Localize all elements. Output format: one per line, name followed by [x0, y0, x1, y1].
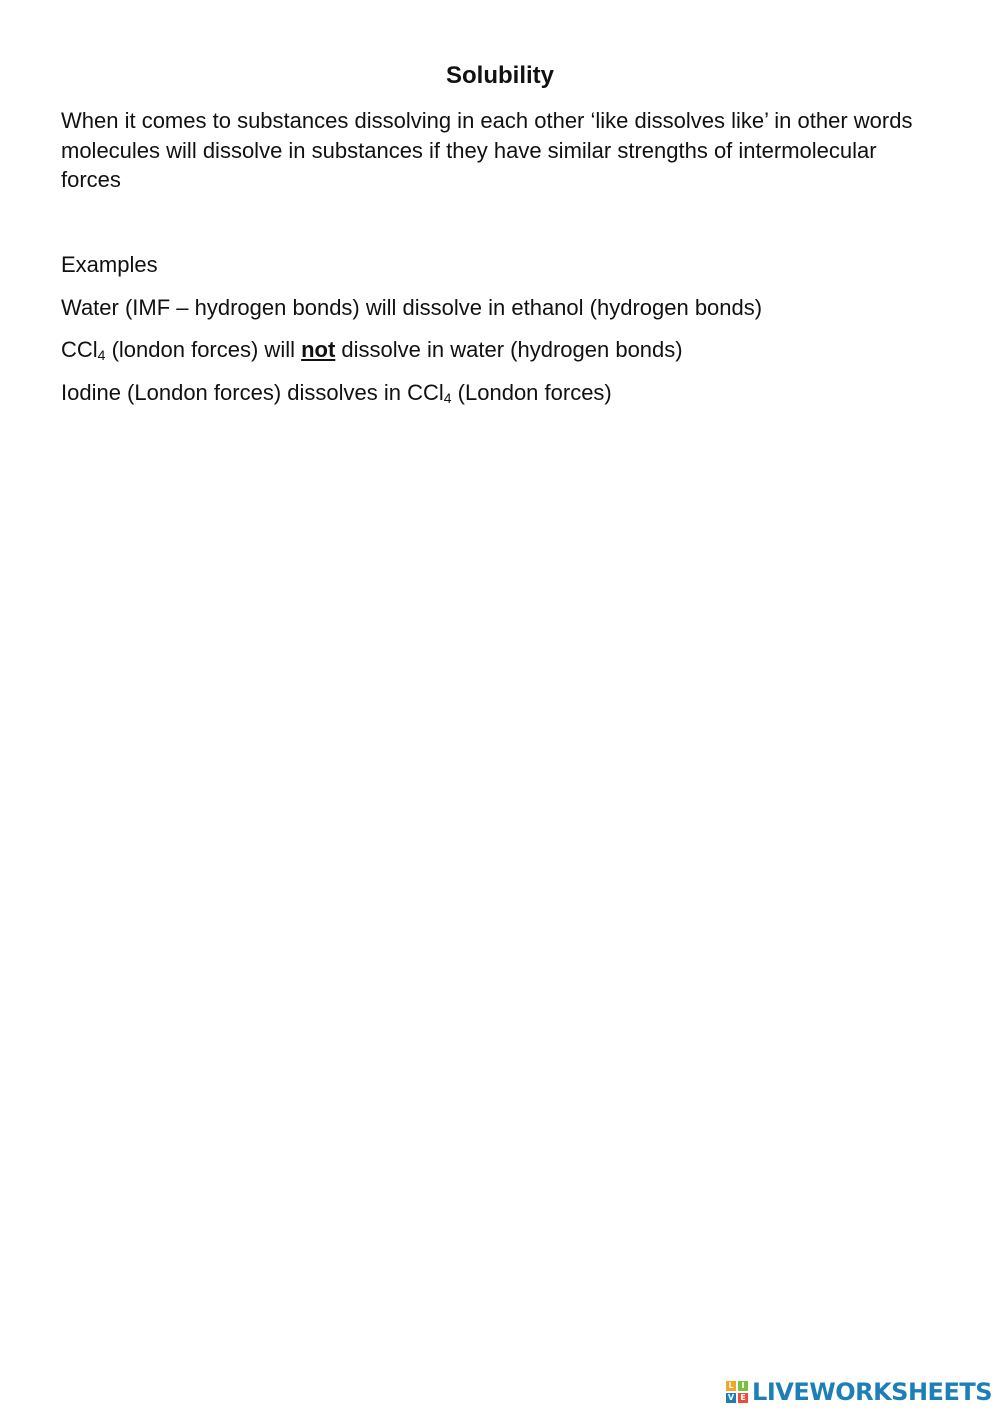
live-logo-mark [726, 1381, 748, 1403]
page-title: Solubility [446, 62, 554, 89]
liveworksheets-logo [726, 1377, 992, 1407]
example-ccl4-line [61, 336, 683, 364]
example-iodine-line [61, 379, 612, 407]
logo-letter: E [738, 1393, 748, 1403]
ccl4-text-before: (london forces) will [105, 337, 302, 362]
iodine-text-after: (London forces) [451, 380, 612, 405]
ccl4-text-after: dissolve in water (hydrogen bonds) [335, 337, 683, 362]
example-water-line: Water (IMF – hydrogen bonds) will dissolve in ethanol (hydrogen bonds) [61, 295, 763, 320]
ccl4-subscript: 4 [97, 347, 106, 363]
ccl4-formula: CCl [61, 337, 98, 362]
logo-letter: L [726, 1381, 736, 1391]
logo-letter: I [738, 1381, 748, 1391]
emphasis-not: not [301, 337, 336, 362]
iodine-formula: CCl [407, 380, 444, 405]
logo-letter: V [727, 1393, 735, 1402]
iodine-text-before: Iodine (London forces) dissolves in [61, 380, 408, 405]
intro-paragraph: When it comes to substances dissolving in each other ‘like dissolves like’ in other words molecules will dissolve in substances if they have similar strengths of intermolecular forces [61, 108, 913, 192]
examples-heading: Examples [61, 252, 158, 277]
iodine-subscript: 4 [443, 390, 452, 406]
brand-text: LIVEWORKSHEETS [752, 1378, 992, 1406]
